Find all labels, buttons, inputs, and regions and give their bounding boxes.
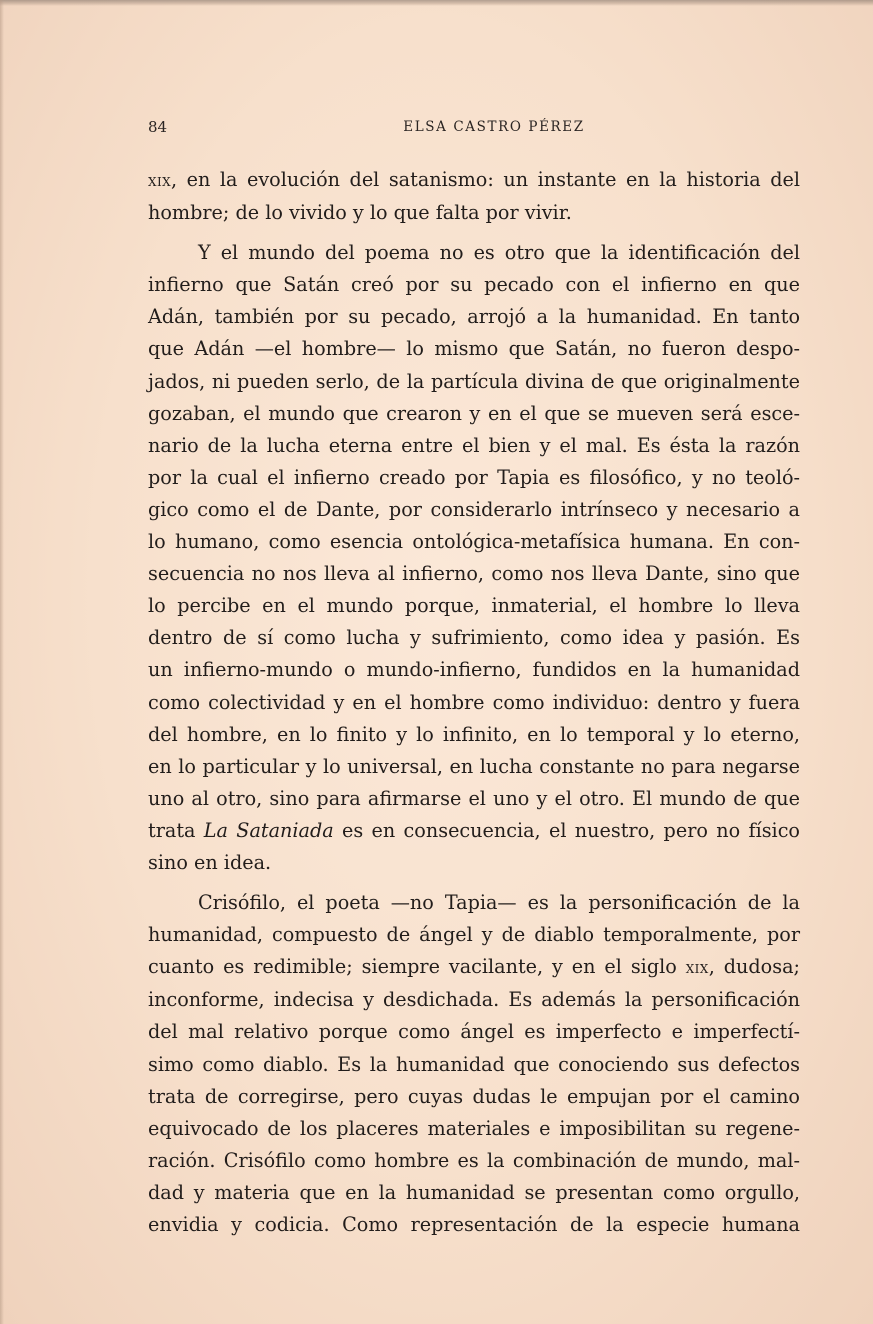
text-line: dentro de sí como lucha y sufrimiento, como idea y pasión. Es (148, 626, 800, 650)
text-line: Adán, también por su pecado, arrojó a la humanidad. En tanto (148, 305, 800, 329)
text-line: del mal relativo porque como ángel es imperfecto e imperfectí- (148, 1020, 800, 1044)
text-line (148, 951, 800, 984)
roman-numeral: xix (685, 958, 709, 979)
text-line: uno al otro, sino para afirmarse el uno y el otro. El mundo de que (148, 786, 800, 810)
text-line: un infierno-mundo o mundo-infierno, fundidos en la humanidad (148, 658, 800, 682)
text-line: Crisófilo, el poeta —no Tapia— es la personificación de la (198, 891, 800, 915)
text-line: secuencia no nos lleva al infierno, como nos lleva Dante, sino que (148, 562, 800, 586)
text-line: infierno que Satán creó por su pecado con el infierno en que (148, 273, 800, 297)
text-line: nario de la lucha eterna entre el bien y el mal. Es ésta la razón (148, 433, 800, 457)
text-segment: , en la evolución del satanismo: un instante en la historia del (171, 168, 800, 191)
running-title: ELSA CASTRO PÉREZ (403, 119, 585, 135)
roman-numeral: xix (148, 171, 172, 191)
book-title: La Sataniada (203, 818, 334, 842)
text-line: por la cual el infierno creado por Tapia es filosófico, y no teoló- (148, 465, 800, 489)
text-line: envidia y codicia. Como representación de la especie humana (148, 1213, 800, 1236)
text-line: dad y materia que en la humanidad se presentan como orgullo, (148, 1180, 800, 1204)
text-line: lo humano, como esencia ontológica-metafísica humana. En con- (148, 530, 800, 554)
text-line: hombre; de lo vivido y lo que falta por vivir. (148, 201, 572, 225)
text-line: que Adán —el hombre— lo mismo que Satán, no fueron despo- (148, 337, 800, 361)
text-line: en lo particular y lo universal, en lucha constante no para negarse (148, 754, 800, 778)
text-segment: , dudosa; (708, 955, 800, 979)
text-line: gozaban, el mundo que crearon y en el que se mueven será esce- (148, 401, 800, 425)
running-head (148, 118, 800, 142)
text-line: del hombre, en lo finito y lo infinito, en lo temporal y lo eterno, (148, 722, 800, 746)
text-segment: trata (148, 818, 204, 842)
paragraph-3 (148, 887, 800, 1241)
page-left-edge (0, 0, 4, 1324)
page-number: 84 (148, 118, 168, 136)
text-line (148, 164, 800, 197)
text-segment: es en consecuencia, el nuestro, pero no físico (333, 818, 800, 842)
body-text (148, 164, 800, 1241)
text-line: como colectividad y en el hombre como individuo: dentro y fuera (148, 690, 800, 714)
text-line: equivocado de los placeres materiales e imposibilitan su regene- (148, 1116, 800, 1140)
text-line: inconforme, indecisa y desdichada. Es además la personificación (148, 988, 800, 1012)
text-line: lo percibe en el mundo porque, inmaterial, el hombre lo lleva (148, 594, 800, 618)
page-top-edge (0, 0, 873, 6)
text-line: gico como el de Dante, por considerarlo intrínseco y necesario a (148, 497, 800, 521)
text-line: simo como diablo. Es la humanidad que conociendo sus defectos (148, 1052, 800, 1076)
text-line: Y el mundo del poema no es otro que la identificación del (198, 241, 800, 265)
text-line: ración. Crisófilo como hombre es la combinación de mundo, mal- (148, 1148, 800, 1172)
text-line: jados, ni pueden serlo, de la partícula divina de que originalmente (148, 369, 800, 393)
paragraph-2 (148, 237, 800, 879)
text-line (148, 815, 800, 847)
text-line: sino en idea. (148, 850, 272, 874)
paragraph-1 (148, 164, 800, 229)
text-line: trata de corregirse, pero cuyas dudas le empujan por el camino (148, 1084, 800, 1108)
text-line: humanidad, compuesto de ángel y de diablo temporalmente, por (148, 923, 800, 947)
text-segment: cuanto es redimible; siempre vacilante, y en el siglo (148, 955, 686, 979)
